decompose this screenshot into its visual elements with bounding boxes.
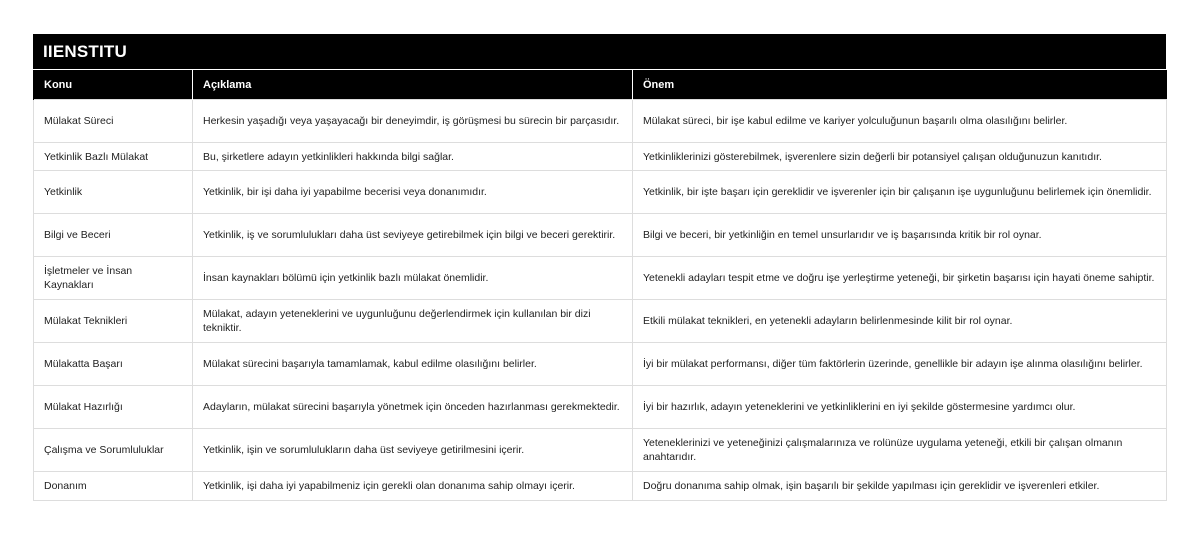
cell-importance: Bilgi ve beceri, bir yetkinliğin en temel unsurlarıdır ve iş başarısında kritik bir rol oynar. — [633, 214, 1167, 257]
cell-importance: Mülakat süreci, bir işe kabul edilme ve kariyer yolculuğunun başarılı olma olasılığını belirler. — [633, 100, 1167, 143]
cell-description: Mülakat, adayın yeteneklerini ve uygunluğunu değerlendirmek için kullanılan bir dizi tekniktir. — [193, 300, 633, 343]
column-header-description: Açıklama — [193, 70, 633, 100]
cell-topic: Mülakat Süreci — [34, 100, 193, 143]
cell-importance: İyi bir mülakat performansı, diğer tüm faktörlerin üzerinde, genellikle bir adayın işe alınma olasılığını belirler. — [633, 343, 1167, 386]
cell-importance: Etkili mülakat teknikleri, en yetenekli adayların belirlenmesinde kilit bir rol oynar. — [633, 300, 1167, 343]
table-header-row — [34, 70, 1167, 100]
cell-importance: İyi bir hazırlık, adayın yeteneklerini ve yetkinliklerini en iyi şekilde göstermesine yardımcı olur. — [633, 386, 1167, 429]
cell-topic: Bilgi ve Beceri — [34, 214, 193, 257]
data-table — [33, 69, 1167, 501]
cell-topic: Yetkinlik Bazlı Mülakat — [34, 143, 193, 171]
table-row — [34, 171, 1167, 214]
cell-topic: Çalışma ve Sorumluluklar — [34, 429, 193, 472]
table-row — [34, 100, 1167, 143]
cell-importance: Doğru donanıma sahip olmak, işin başarılı bir şekilde yapılması için gereklidir ve işverenleri etkiler. — [633, 472, 1167, 501]
cell-importance: Yetkinlik, bir işte başarı için gereklidir ve işverenler için bir çalışanın işe uygunluğunu belirlemek için önemlidir. — [633, 171, 1167, 214]
cell-topic: Yetkinlik — [34, 171, 193, 214]
cell-importance: Yeteneklerinizi ve yeteneğinizi çalışmalarınıza ve rolünüze uygulama yeteneği, etkili bir çalışan olmanın anahtarıdır. — [633, 429, 1167, 472]
cell-description: Herkesin yaşadığı veya yaşayacağı bir deneyimdir, iş görüşmesi bu sürecin bir parçasıdır. — [193, 100, 633, 143]
cell-importance: Yetenekli adayları tespit etme ve doğru işe yerleştirme yeteneği, bir şirketin başarısı için hayati öneme sahiptir. — [633, 257, 1167, 300]
table-row — [34, 429, 1167, 472]
cell-description: Yetkinlik, işin ve sorumlulukların daha üst seviyeye getirilmesini içerir. — [193, 429, 633, 472]
cell-importance: Yetkinliklerinizi gösterebilmek, işverenlere sizin değerli bir potansiyel çalışan olduğunuzun kanıtıdır. — [633, 143, 1167, 171]
table-row — [34, 300, 1167, 343]
cell-description: İnsan kaynakları bölümü için yetkinlik bazlı mülakat önemlidir. — [193, 257, 633, 300]
cell-description: Bu, şirketlere adayın yetkinlikleri hakkında bilgi sağlar. — [193, 143, 633, 171]
cell-description: Mülakat sürecini başarıyla tamamlamak, kabul edilme olasılığını belirler. — [193, 343, 633, 386]
cell-topic: Mülakat Teknikleri — [34, 300, 193, 343]
cell-description: Yetkinlik, bir işi daha iyi yapabilme becerisi veya donanımıdır. — [193, 171, 633, 214]
cell-topic: Mülakat Hazırlığı — [34, 386, 193, 429]
column-header-importance: Önem — [633, 70, 1167, 100]
cell-description: Yetkinlik, iş ve sorumlulukları daha üst seviyeye getirebilmek için bilgi ve beceri gerektirir. — [193, 214, 633, 257]
table-row — [34, 343, 1167, 386]
table-row — [34, 257, 1167, 300]
cell-topic: İşletmeler ve İnsan Kaynakları — [34, 257, 193, 300]
cell-description: Yetkinlik, işi daha iyi yapabilmeniz için gerekli olan donanıma sahip olmayı içerir. — [193, 472, 633, 501]
cell-description: Adayların, mülakat sürecini başarıyla yönetmek için önceden hazırlanması gerekmektedir. — [193, 386, 633, 429]
content-table-container — [33, 34, 1166, 501]
cell-topic: Mülakatta Başarı — [34, 343, 193, 386]
table-row — [34, 472, 1167, 501]
column-header-topic: Konu — [34, 70, 193, 100]
brand-title: IIENSTITU — [33, 34, 1166, 69]
cell-topic: Donanım — [34, 472, 193, 501]
table-row — [34, 214, 1167, 257]
table-row — [34, 143, 1167, 171]
table-row — [34, 386, 1167, 429]
